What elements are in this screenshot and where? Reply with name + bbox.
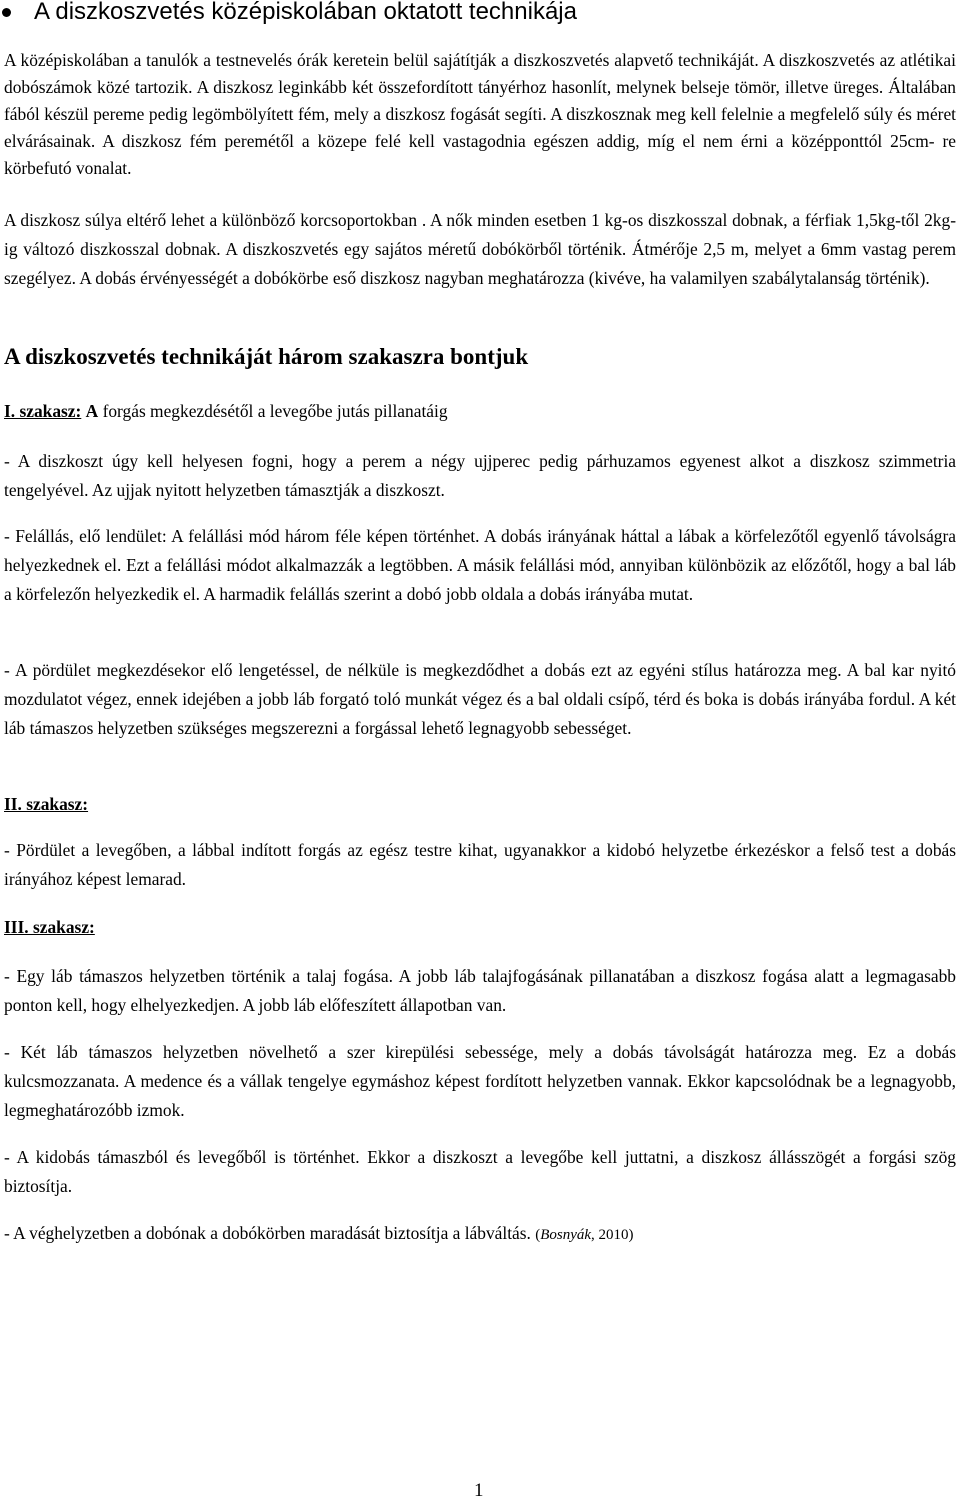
intro-paragraph-2: A diszkosz súlya eltérő lehet a különböző korcsoportokban . A nők minden esetben 1 kg-os diszkosszal dobnak, a férfiak 1,5kg-től 2kg-ig változó diszkosszal dobnak. A diszkoszvetés egy sajátos méretű dobókörből történik. Átmérője 2,5 m, melyet a 6mm vastag perem szegélyez. A dobás érvényességét a dobókörbe eső diszkosz nagyban meghatározza (kivéve, ha valamilyen szabálytalanság történik). xyxy=(4,210,956,288)
page-number: 1 xyxy=(474,1480,484,1501)
citation-author: Bosnyák xyxy=(540,1227,592,1243)
intro-paragraph-1: A középiskolában a tanulók a testnevelés órák keretein belül sajátítják a diszkoszvetés alapvető technikáját. A diszkoszvetés az atlétikai dobószámok közé tartozik. A diszkosz leginkább két összefordított tányérhoz hasonlít, melynek belseje tömör, illetve üreges. Általában fából készül pereme pedig legömbölyített fém, mely a diszkosz fogását segíti. A diszkosznak meg kell felelnie a megfelelő súly és méret elvárásainak. A diszkosz fém peremétől a közepe felé kell vastagodnia egészen addig, míg el nem érni a középponttól 25cm- re körbefutó vonalat. xyxy=(4,50,956,178)
stage-3-item-4-text: - A véghelyzetben a dobónak a dobókörben maradását biztosítja a lábváltás. xyxy=(4,1223,536,1243)
stage-2-heading xyxy=(4,791,88,817)
stage-3-item-2: - Két láb támaszos helyzetben növelhető a szer kirepülési sebessége, mely a dobás távolságát határozza meg. Ez a dobás kulcsmozzanata. A medence és a vállak tengelye egymáshoz képest fordított helyzetben vannak. Ekkor kapcsolódnak be a legnagyobb, legmeghatározóbb izmok. xyxy=(4,1042,956,1120)
document-title xyxy=(34,0,577,27)
stage-3-item-3: - A kidobás támaszból és levegőből is történhet. Ekkor a diszkoszt a levegőbe kell juttatni, a diszkosz állásszögét a forgási szög biztosítja. xyxy=(4,1147,956,1196)
stage-1-bold-word: A xyxy=(85,401,99,421)
document-title-text: A diszkoszvetés középiskolában oktatott technikája xyxy=(34,0,577,25)
stage-1-item-2: - Felállás, elő lendület: A felállási mód három féle képen történhet. A dobás irányának háttal a lábak a körfelezőtől egyenlő távolságra helyezkednek el. Ezt a felállási módot alkalmazzák a legtöbben. A másik felállási mód, annyiban különbözik az előzőtől, hogy a bal láb a körfelezőn helyezkedik el. A harmadik felállás szerint a dobó jobb oldala a dobás irányába mutat. xyxy=(4,526,956,604)
stage-1-title-rest: forgás megkezdésétől a levegőbe jutás pillanatáig xyxy=(98,401,448,421)
citation xyxy=(535,1227,633,1243)
stage-2-item-1: - Pördület a levegőben, a lábbal indított forgás az egész testre kihat, ugyanakkor a kidobó helyzetbe érkezéskor a felső test a dobás irányához képest lemarad. xyxy=(4,840,956,889)
stage-3-item-1: - Egy láb támaszos helyzetben történik a talaj fogása. A jobb láb talajfogásának pillanatában a diszkosz fogása alatt a legmagasabb ponton kell, hogy elhelyezkedjen. A jobb láb előfeszített állapotban van. xyxy=(4,966,956,1015)
stage-1-item-3: - A pördület megkezdésekor elő lengetéssel, de nélküle is megkezdődhet a dobás ezt az egyéni stílus határozza meg. A bal kar nyitó mozdulatot végez, ennek idejében a jobb láb forgató toló munkát végez és a bal oldali csípő, térd és boka is dobás irányába fordul. A két láb támaszos helyzetben szükséges megszerezni a forgással lehető legnagyobb sebességet. xyxy=(4,660,956,738)
stage-1-item-1: - A diszkoszt úgy kell helyesen fogni, hogy a perem a négy ujjperec pedig párhuzamos egyenest alkot a diszkosz szimmetria tengelyével. Az ujjak nyitott helyzetben támasztják a diszkoszt. xyxy=(4,451,956,500)
citation-open: ( xyxy=(535,1227,541,1243)
bullet-icon xyxy=(2,8,11,17)
stage-3-label: III. szakasz: xyxy=(4,917,95,937)
stage-3-item-4 xyxy=(4,1219,956,1250)
stage-1-label: I. szakasz: xyxy=(4,401,82,421)
section-heading: A diszkoszvetés technikáját három szakaszra bontjuk xyxy=(4,344,529,369)
citation-rest: , 2010) xyxy=(591,1227,634,1243)
stage-3-heading xyxy=(4,914,95,940)
stage-2-label: II. szakasz: xyxy=(4,794,89,814)
stage-1-heading xyxy=(4,398,448,424)
